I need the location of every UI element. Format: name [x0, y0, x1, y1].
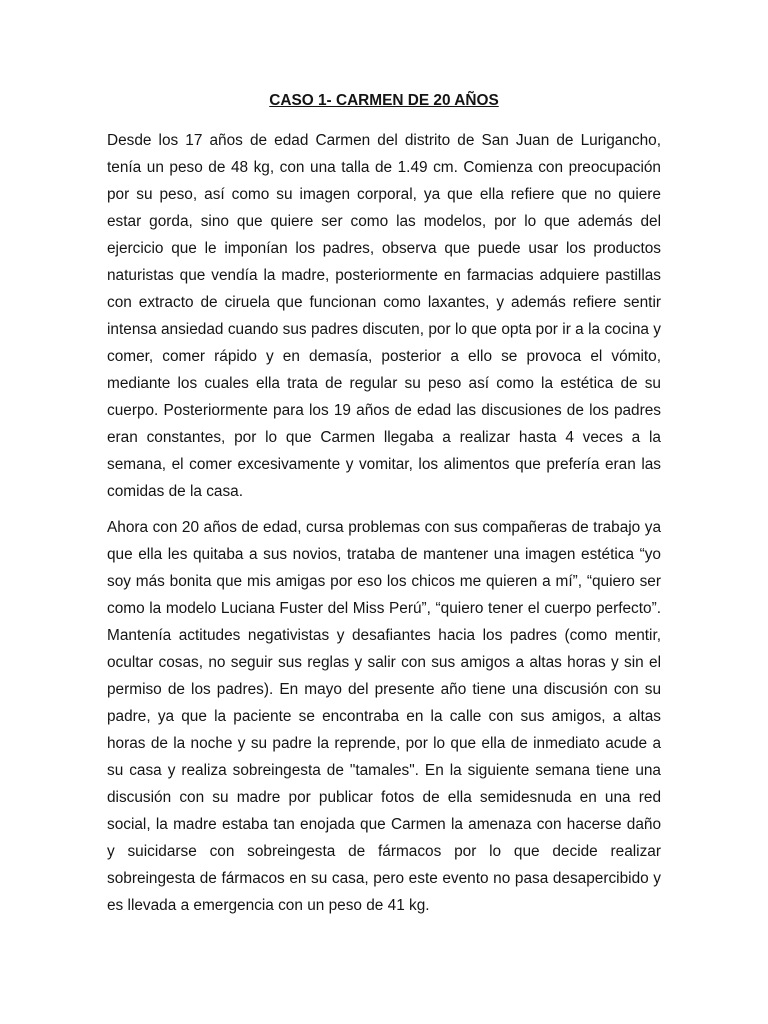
document-title: CASO 1- CARMEN DE 20 AÑOS	[269, 92, 499, 109]
paragraph-2: Ahora con 20 años de edad, cursa problemas con sus compañeras de trabajo ya que ella les quitaba a sus novios, trataba de mantener una imagen estética “yo soy más bonita que mis amigas por eso los chicos me quieren a mí”, “quiero ser como la modelo Luciana Fuster del Miss Perú”, “quiero tener el cuerpo perfecto”. Mantenía actitudes negativistas y desafiantes hacia los padres (como mentir, ocultar cosas, no seguir sus reglas y salir con sus amigos a altas horas y sin el permiso de los padres). En mayo del presente año tiene una discusión con su padre, ya que la paciente se encontraba en la calle con sus amigos, a altas horas de la noche y su padre la reprende, por lo que ella de inmediato acude a su casa y realiza sobreingesta de "tamales". En la siguiente semana tiene una discusión con su madre por publicar fotos de ella semidesnuda en una red social, la madre estaba tan enojada que Carmen la amenaza con hacerse daño y suicidarse con sobreingesta de fármacos por lo que decide realizar sobreingesta de fármacos en su casa, pero este evento no pasa desapercibido y es llevada a emergencia con un peso de 41 kg.	[107, 519, 661, 914]
paragraph-1: Desde los 17 años de edad Carmen del distrito de San Juan de Lurigancho, tenía un peso de 48 kg, con una talla de 1.49 cm. Comienza con preocupación por su peso, así como su imagen corporal, ya que ella refiere que no quiere estar gorda, sino que quiere ser como las modelos, por lo que además del ejercicio que le imponían los padres, observa que puede usar los productos naturistas que vendía la madre, posteriormente en farmacias adquiere pastillas con extracto de ciruela que funcionan como laxantes, y además refiere sentir intensa ansiedad cuando sus padres discuten, por lo que opta por ir a la cocina y comer, comer rápido y en demasía, posterior a ello se provoca el vómito, mediante los cuales ella trata de regular su peso así como la estética de su cuerpo. Posteriormente para los 19 años de edad las discusiones de los padres eran constantes, por lo que Carmen llegaba a realizar hasta 4 veces a la semana, el comer excesivamente y vomitar, los alimentos que prefería eran las comidas de la casa.	[107, 132, 661, 500]
document-body	[107, 91, 661, 928]
